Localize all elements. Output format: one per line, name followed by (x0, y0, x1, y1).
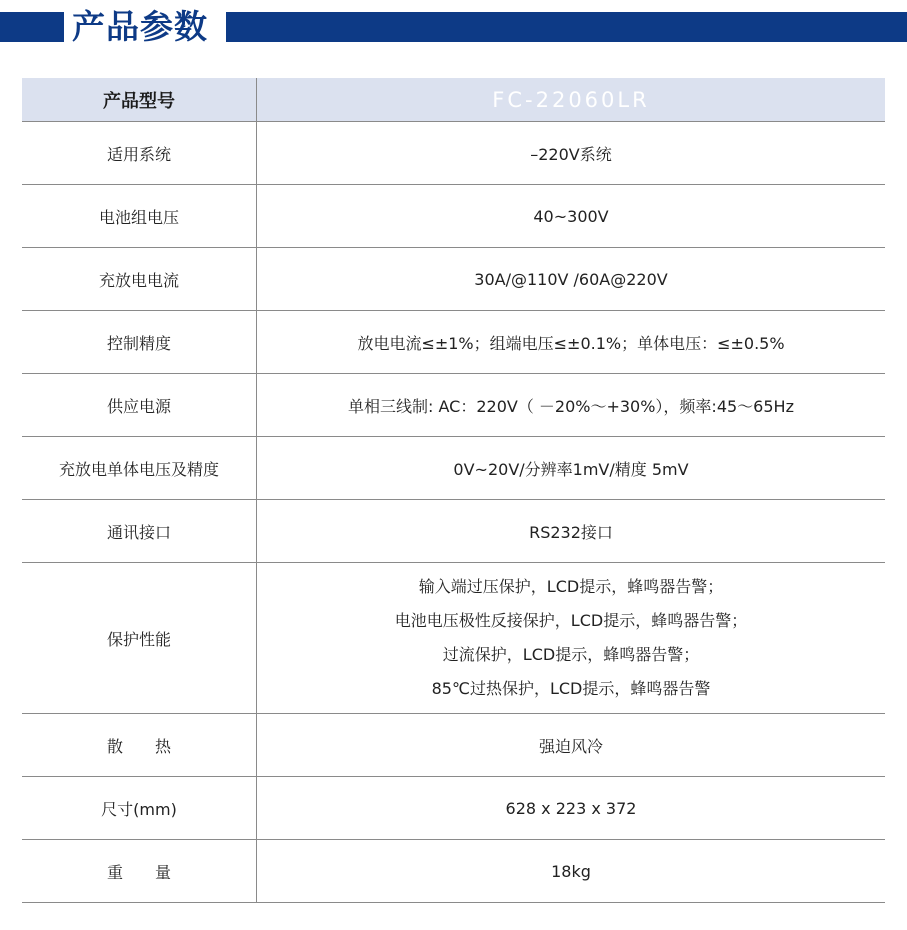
table-row (22, 311, 885, 374)
row-value: 0V~20V/分辨率1mV/精度 5mV (257, 437, 886, 500)
table-header-row (22, 78, 885, 122)
protection-line: 过流保护，LCD提示，蜂鸣器告警； (442, 645, 700, 664)
row-label: 充放电电流 (22, 248, 257, 311)
row-label: 散 热 (22, 714, 257, 777)
table-row (22, 840, 885, 903)
table-row (22, 374, 885, 437)
row-value: 628 x 223 x 372 (257, 777, 886, 840)
row-value: 40~300V (257, 185, 886, 248)
model-value: FC-22060LR (257, 78, 886, 122)
table-row (22, 437, 885, 500)
banner-bar-left (0, 12, 64, 42)
row-value: 单相三线制: AC：220V（ －20%～+30%），频率:45～65Hz (257, 374, 886, 437)
model-label: 产品型号 (22, 78, 257, 122)
row-label: 通讯接口 (22, 500, 257, 563)
table-row (22, 122, 885, 185)
row-value: RS232接口 (257, 500, 886, 563)
table-row (22, 714, 885, 777)
section-banner (0, 0, 907, 54)
row-label: 供应电源 (22, 374, 257, 437)
row-label: 充放电单体电压及精度 (22, 437, 257, 500)
row-value: 30A/@110V /60A@220V (257, 248, 886, 311)
table-row (22, 185, 885, 248)
table-row (22, 500, 885, 563)
row-label: 保护性能 (22, 563, 257, 714)
row-label: 尺寸(mm) (22, 777, 257, 840)
protection-lines (257, 563, 886, 714)
protection-line: 85℃过热保护，LCD提示，蜂鸣器告警 (431, 679, 711, 698)
row-value: –220V系统 (257, 122, 886, 185)
row-value: 强迫风冷 (257, 714, 886, 777)
table-row (22, 248, 885, 311)
protection-line: 电池电压极性反接保护，LCD提示，蜂鸣器告警； (394, 611, 748, 630)
table-row-protection (22, 563, 885, 714)
row-label: 控制精度 (22, 311, 257, 374)
row-value: 放电电流≤±1%；组端电压≤±0.1%；单体电压：≤±0.5% (257, 311, 886, 374)
row-label: 适用系统 (22, 122, 257, 185)
row-label: 电池组电压 (22, 185, 257, 248)
row-label: 重 量 (22, 840, 257, 903)
row-value: 18kg (257, 840, 886, 903)
section-title: 产品参数 (72, 7, 208, 46)
protection-line: 输入端过压保护，LCD提示，蜂鸣器告警； (418, 577, 724, 596)
spec-table (22, 78, 885, 903)
table-row (22, 777, 885, 840)
banner-bar-right (226, 12, 907, 42)
